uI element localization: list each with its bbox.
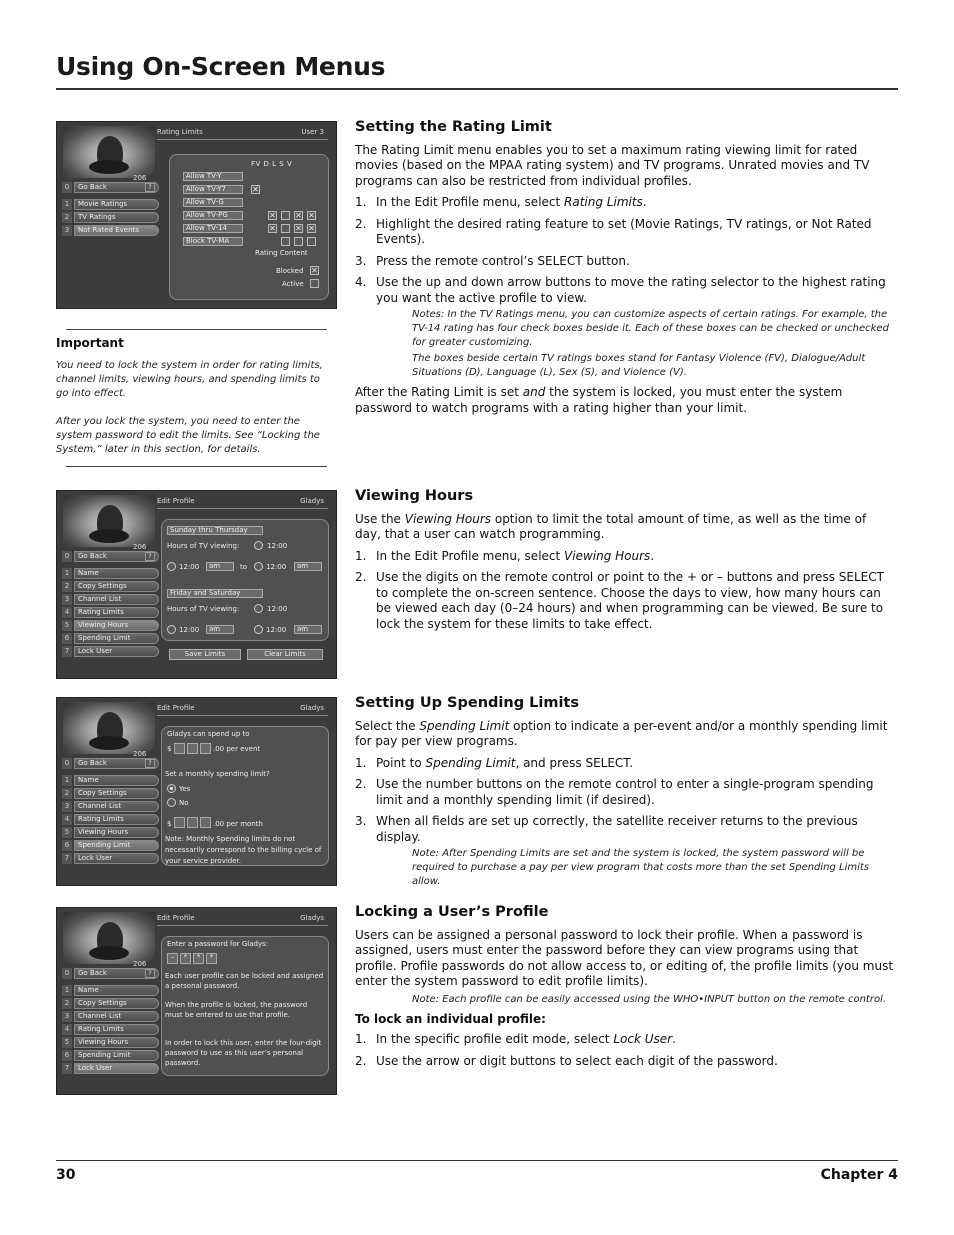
password-digit-1[interactable]: – — [167, 953, 178, 964]
no-label: No — [179, 799, 189, 807]
menu-item-viewing-hours[interactable]: 5 Viewing Hours — [57, 827, 159, 838]
menu-item-tv-ratings[interactable]: 2 TV Ratings — [57, 212, 159, 223]
menu-item-rating-limits[interactable]: 4 Rating Limits — [57, 814, 159, 825]
blocked-label: Blocked — [276, 267, 304, 275]
hours-value-2: 12:00 — [267, 605, 288, 613]
menu-item-go-back[interactable]: 0 Go Back ? — [57, 968, 159, 979]
rating-content-label: Rating Content — [255, 249, 308, 257]
channel-number: 206 — [133, 174, 147, 182]
per-month-digit-1[interactable] — [174, 817, 185, 828]
list-item: 1. In the Edit Profile menu, select Viewing Hours. — [355, 548, 655, 563]
list-item: 1. Point to Spending Limit, and press SELECT. — [355, 755, 634, 770]
per-month-label: .00 per month — [213, 820, 263, 828]
checkbox-tv-14-s[interactable]: ✕ — [295, 224, 302, 233]
per-event-label: .00 per event — [213, 745, 261, 753]
important-box — [56, 329, 327, 467]
rating-allow-tv-pg[interactable]: Allow TV-PG — [183, 211, 243, 220]
list-item: 1. In the Edit Profile menu, select Rating Limits. — [355, 195, 647, 209]
section-viewing-hours — [355, 489, 895, 638]
chapter-label: Chapter 4 — [820, 1167, 898, 1183]
channel-number: 206 — [133, 543, 147, 551]
menu-item-spending-limit[interactable]: 6 Spending Limit — [57, 633, 159, 644]
screen-title: Edit Profile — [157, 704, 195, 712]
spending-intro: Select the Spending Limit option to indicate a per-event and/or a monthly spending limit for pay per view programs. — [355, 718, 888, 748]
viewing-panel — [161, 519, 329, 641]
dollar-sign-2: $ — [167, 820, 172, 828]
checkbox-tv-14-v[interactable]: ✕ — [308, 224, 315, 233]
spending-note: Note: After Spending Limits are set and the system is locked, the system password will be required to purchase a pay per view program that costs more than the set Spending Limits allow. — [412, 848, 870, 887]
menu-item-rating-limits[interactable]: 4 Rating Limits — [57, 1024, 159, 1035]
blocked-checkbox[interactable]: ✕ — [311, 266, 318, 275]
motorcycle-image — [63, 126, 155, 178]
menu-item-spending-limit[interactable]: 6 Spending Limit — [57, 840, 159, 851]
checkbox-tv-14-d[interactable]: ✕ — [269, 224, 276, 233]
screen-title-bar — [157, 128, 328, 138]
locking-note: Note: Each profile can be easily accessed using the WHO•INPUT button on the remote control. — [412, 993, 887, 1005]
page-number: 30 — [56, 1167, 76, 1183]
screen-user: Gladys — [300, 497, 324, 505]
rating-allow-tv-g[interactable]: Allow TV-G — [183, 198, 243, 207]
help-icon: ? — [145, 759, 155, 768]
per-month-digit-2[interactable] — [187, 817, 198, 828]
important-para-1: You need to lock the system in order for rating limits, channel limits, viewing hours, and spending limits to go into effect. — [56, 360, 323, 399]
clear-limits-button[interactable]: Clear Limits — [247, 649, 323, 660]
menu-item-channel-list[interactable]: 3 Channel List — [57, 594, 159, 605]
password-prompt: Enter a password for Gladys: — [167, 940, 269, 948]
menu-item-copy-settings[interactable]: 2 Copy Settings — [57, 998, 159, 1009]
list-item: 2. Use the arrow or digit buttons to select each digit of the password. — [355, 1053, 778, 1068]
screen-title: Rating Limits — [157, 128, 203, 136]
locking-intro: Users can be assigned a personal password to lock their profile. When a password is assigned, users must enter the password before they can view programs using that profile. Profile passwords do not allow access to, or editing of, the profile limits (you must enter the system password to edit profile limits). — [355, 927, 894, 988]
side-menu — [57, 182, 159, 238]
active-checkbox[interactable] — [310, 279, 319, 288]
start-stepper-1[interactable] — [167, 562, 176, 571]
to-label-1: to — [240, 563, 248, 571]
menu-item-lock-user[interactable]: 7 Lock User — [57, 646, 159, 657]
help-icon: ? — [145, 183, 155, 192]
screen-user: User 3 — [301, 128, 324, 136]
locking-steps — [355, 1032, 895, 1069]
side-menu — [57, 758, 159, 866]
days-field-1[interactable]: Sunday thru Thursday — [167, 526, 263, 535]
password-digit-4[interactable]: * — [206, 953, 217, 964]
list-item: 3. When all fields are set up correctly, the satellite receiver returns to the previous display. — [355, 814, 858, 844]
start-ampm-1[interactable]: am — [206, 562, 234, 571]
menu-item-movie-ratings[interactable]: 1 Movie Ratings — [57, 199, 159, 210]
end-stepper-2[interactable] — [254, 625, 263, 634]
spend-line-1: Gladys can spend up to — [167, 730, 250, 738]
rating-allow-tv-14[interactable]: Allow TV-14 — [183, 224, 243, 233]
password-digit-2[interactable]: * — [180, 953, 191, 964]
checkbox-tv-pg-v[interactable]: ✕ — [308, 211, 315, 220]
help-icon: ? — [145, 552, 155, 561]
checkbox-tv-14-l[interactable] — [281, 224, 290, 233]
rating-intro: The Rating Limit menu enables you to set a maximum rating viewing limit for rated movies (based on the MPAA rating system) and TV programs. Unrated movies and TV programs can also be restricted from individual profiles. — [355, 142, 870, 188]
hours-stepper-2[interactable] — [254, 604, 263, 613]
menu-item-lock-user[interactable]: 7 Lock User — [57, 1063, 159, 1074]
rating-limits-screenshot — [56, 121, 337, 309]
end-ampm-1[interactable]: am — [294, 562, 322, 571]
monthly-note: Note: Monthly Spending limits do not necessarily correspond to the billing cycle of your service provider. — [165, 835, 322, 865]
important-para-2: After you lock the system, you need to enter the system password to edit the limits. See “Locking the System,” later in this section, for details. — [56, 416, 320, 455]
list-item: 2. Use the digits on the remote control or point to the + or – buttons and press SELECT to complete the on-screen sentence. Choose the days to view, how many hours can be viewed each day (0–24 hours) and when programming can be viewed. Be sure to lock the system for these limits to take effect. — [355, 570, 884, 631]
active-label: Active — [282, 280, 304, 288]
menu-item-not-rated-events[interactable]: 3 Not Rated Events — [57, 225, 159, 236]
spending-steps — [355, 756, 895, 846]
menu-item-copy-settings[interactable]: 2 Copy Settings — [57, 581, 159, 592]
section-rating-limit — [355, 120, 895, 422]
menu-item-channel-list[interactable]: 3 Channel List — [57, 801, 159, 812]
important-heading: Important — [56, 336, 124, 350]
viewing-hours-screenshot — [56, 490, 337, 679]
viewing-intro: Use the Viewing Hours option to limit the total amount of time, as well as the time of day, that a user can watch programming. — [355, 511, 867, 541]
rating-note-2: The boxes beside certain TV ratings boxes stand for Fantasy Violence (FV), Dialogue/Adult Situations (D), Language (L), Sex (S), and Violence (V). — [412, 353, 866, 378]
days-field-2[interactable]: Friday and Saturday — [167, 589, 263, 598]
menu-item-name[interactable]: 1 Name — [57, 985, 159, 996]
yes-radio[interactable] — [167, 784, 176, 793]
checkbox-tv-pg-l[interactable] — [281, 211, 290, 220]
menu-item-go-back[interactable]: 0 Go Back ? — [57, 758, 159, 769]
per-event-digit-1[interactable] — [174, 743, 185, 754]
heading-rating-limit: Setting the Rating Limit — [355, 119, 552, 135]
menu-item-viewing-hours[interactable]: 5 Viewing Hours — [57, 620, 159, 631]
lock-user-screenshot — [56, 907, 337, 1095]
hours-value-1: 12:00 — [267, 542, 288, 550]
end-ampm-2[interactable]: am — [294, 625, 322, 634]
rating-column-headers: FV D L S V — [251, 160, 293, 168]
menu-item-channel-list[interactable]: 3 Channel List — [57, 1011, 159, 1022]
screen-title: Edit Profile — [157, 497, 195, 505]
motorcycle-image — [63, 912, 155, 964]
screen-user: Gladys — [300, 704, 324, 712]
page-title: Using On-Screen Menus — [56, 52, 386, 81]
help-icon: ? — [145, 969, 155, 978]
menu-item-spending-limit[interactable]: 6 Spending Limit — [57, 1050, 159, 1061]
checkbox-tv-pg-d[interactable]: ✕ — [269, 211, 276, 220]
screen-title-bar — [157, 497, 328, 507]
menu-item-go-back[interactable]: 0 Go Back ? — [57, 551, 159, 562]
end-stepper-1[interactable] — [254, 562, 263, 571]
screen-title-bar — [157, 914, 328, 924]
title-rule — [56, 88, 898, 90]
heading-spending-limits: Setting Up Spending Limits — [355, 695, 579, 711]
menu-item-name[interactable]: 1 Name — [57, 775, 159, 786]
menu-item-lock-user[interactable]: 7 Lock User — [57, 853, 159, 864]
viewing-steps — [355, 549, 895, 633]
list-item: 2. Use the number buttons on the remote control to enter a single-program spending limit and a monthly spending limit (if desired). — [355, 777, 874, 807]
checkbox-tv-ma-s[interactable] — [294, 237, 303, 246]
start-time-2: 12:00 — [179, 626, 200, 634]
start-ampm-2[interactable]: am — [206, 625, 234, 634]
screen-user: Gladys — [300, 914, 324, 922]
channel-number: 206 — [133, 750, 147, 758]
checkbox-tv-ma-v[interactable] — [307, 237, 316, 246]
hours-label-2: Hours of TV viewing: — [167, 605, 240, 613]
save-limits-button[interactable]: Save Limits — [169, 649, 241, 660]
password-digit-3[interactable]: * — [193, 953, 204, 964]
heading-viewing-hours: Viewing Hours — [355, 488, 474, 504]
rating-block-tv-ma[interactable]: Block TV-MA — [183, 237, 243, 246]
checkbox-tv-y7-fv[interactable]: ✕ — [252, 185, 259, 194]
rating-steps — [355, 195, 895, 306]
menu-item-copy-settings[interactable]: 2 Copy Settings — [57, 788, 159, 799]
screen-title: Edit Profile — [157, 914, 195, 922]
channel-number: 206 — [133, 960, 147, 968]
motorcycle-image — [63, 702, 155, 754]
yes-label: Yes — [179, 785, 191, 793]
spending-limits-screenshot — [56, 697, 337, 886]
list-item: 2. Highlight the desired rating feature to set (Movie Ratings, TV ratings, or Not Rated Events). — [355, 216, 872, 246]
side-menu — [57, 551, 159, 659]
no-radio[interactable] — [167, 798, 176, 807]
screen-title-bar — [157, 704, 328, 714]
motorcycle-image — [63, 495, 155, 547]
locking-subheading: To lock an individual profile: — [355, 1011, 546, 1026]
list-item: 3. Press the remote control’s SELECT button. — [355, 253, 630, 268]
rating-allow-tv-y7[interactable]: Allow TV-Y7 — [183, 185, 243, 194]
heading-locking-profile: Locking a User’s Profile — [355, 904, 549, 920]
per-month-digit-3[interactable] — [200, 817, 211, 828]
dollar-sign-1: $ — [167, 745, 172, 753]
list-item: 1. In the specific profile edit mode, select Lock User. — [355, 1032, 676, 1046]
lock-info-3: In order to lock this user, enter the four-digit password to use as this user’s personal password. — [165, 1039, 322, 1067]
footer-rule — [56, 1160, 898, 1161]
hours-label-1: Hours of TV viewing: — [167, 542, 240, 550]
end-time-1: 12:00 — [266, 563, 287, 571]
side-menu — [57, 968, 159, 1076]
per-event-digit-2[interactable] — [187, 743, 198, 754]
rating-allow-tv-y[interactable]: Allow TV-Y — [183, 172, 243, 181]
menu-item-rating-limits[interactable]: 4 Rating Limits — [57, 607, 159, 618]
list-item: 4. Use the up and down arrow buttons to move the rating selector to the highest rating you want the active profile to view. — [355, 275, 886, 305]
section-locking-profile — [355, 905, 895, 1075]
lock-info-2: When the profile is locked, the password must be entered to use that profile. — [165, 1001, 308, 1019]
end-time-2: 12:00 — [266, 626, 287, 634]
hours-stepper-1[interactable] — [254, 541, 263, 550]
start-time-1: 12:00 — [179, 563, 200, 571]
section-spending-limits — [355, 696, 895, 891]
checkbox-tv-ma-l[interactable] — [281, 237, 290, 246]
lock-info-1: Each user profile can be locked and assigned a personal password. — [165, 972, 324, 990]
rating-note-1: Notes: In the TV Ratings menu, you can customize aspects of certain ratings. For example, the TV-14 rating has four check boxes beside it. Each of these boxes can be checked or unchecked for greater customizing. — [412, 309, 889, 348]
rating-after: After the Rating Limit is set and the system is locked, you must enter the system password to watch programs with a rating higher than your limit. — [355, 385, 843, 415]
menu-item-name[interactable]: 1 Name — [57, 568, 159, 579]
checkbox-tv-pg-s[interactable]: ✕ — [295, 211, 302, 220]
start-stepper-2[interactable] — [167, 625, 176, 634]
menu-item-go-back[interactable]: 0 Go Back ? — [57, 182, 159, 193]
per-event-digit-3[interactable] — [200, 743, 211, 754]
menu-item-viewing-hours[interactable]: 5 Viewing Hours — [57, 1037, 159, 1048]
monthly-question: Set a monthly spending limit? — [165, 770, 270, 778]
